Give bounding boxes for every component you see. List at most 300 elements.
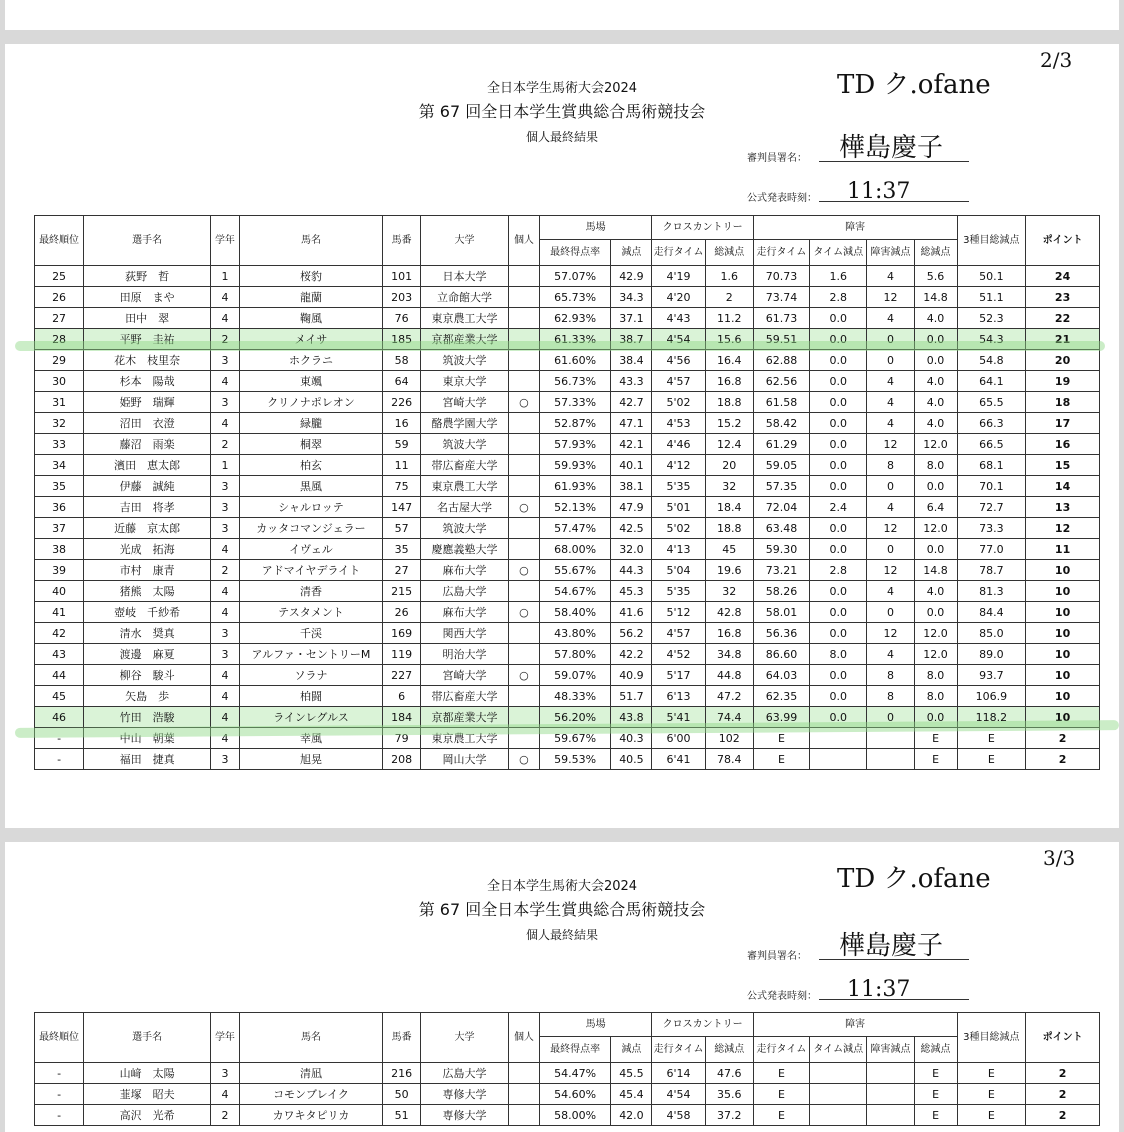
col-year: 学年 — [211, 1013, 240, 1063]
cell-dr-pen: 40.5 — [611, 749, 652, 770]
cell-total: E — [957, 1105, 1026, 1126]
cell-sj-time: E — [753, 1084, 809, 1105]
col-sj-time-penalty: タイム減点 — [810, 240, 867, 266]
cell-sj-tp — [810, 1063, 867, 1084]
cell-indiv — [509, 266, 540, 287]
judge-signature: 樺島慶子 — [839, 931, 944, 961]
cell-rank: 39 — [35, 560, 84, 581]
cell-no: 119 — [383, 644, 421, 665]
cell-rank: 38 — [35, 539, 84, 560]
cell-dr-pct: 61.93% — [539, 476, 611, 497]
cell-sj-tp: 0.0 — [810, 518, 867, 539]
cell-indiv — [509, 581, 540, 602]
cell-dr-pen: 51.7 — [611, 686, 652, 707]
cell-xc-time: 4'57 — [652, 623, 705, 644]
announce-time-line — [747, 179, 977, 204]
col-dressage-score: 最終得点率 — [539, 1037, 611, 1063]
cell-indiv — [509, 518, 540, 539]
col-year: 学年 — [211, 216, 240, 266]
cell-year: 3 — [211, 392, 240, 413]
cell-sj-tot: 5.6 — [914, 266, 957, 287]
cell-no: 11 — [383, 455, 421, 476]
cell-points: 10 — [1026, 623, 1100, 644]
cell-no: 58 — [383, 350, 421, 371]
cell-sj-time: 73.74 — [753, 287, 809, 308]
cell-rider: 壺岐 千紗希 — [84, 602, 211, 623]
cell-sj-time: 62.88 — [753, 350, 809, 371]
cell-sj-f: 12 — [867, 287, 914, 308]
cell-total: 77.0 — [957, 539, 1026, 560]
cell-univ: 宮崎大学 — [421, 392, 509, 413]
cell-univ: 広島大学 — [421, 581, 509, 602]
cell-points: 10 — [1026, 707, 1100, 728]
cell-rank: - — [35, 728, 84, 749]
judge-label: 審判員署名： — [747, 153, 807, 164]
cell-total: 50.1 — [957, 266, 1026, 287]
col-sj-time-penalty: タイム減点 — [810, 1037, 867, 1063]
cell-sj-tp: 0.0 — [810, 581, 867, 602]
cell-dr-pct: 55.67% — [539, 560, 611, 581]
cell-points: 2 — [1026, 728, 1100, 749]
cell-xc-time: 4'57 — [652, 371, 705, 392]
cell-year: 4 — [211, 413, 240, 434]
table-row — [35, 1084, 1100, 1105]
cell-no: 227 — [383, 665, 421, 686]
cell-rider: 矢島 歩 — [84, 686, 211, 707]
cell-dr-pct: 57.80% — [539, 644, 611, 665]
cell-sj-f: 4 — [867, 392, 914, 413]
cell-year: 2 — [211, 560, 240, 581]
cell-sj-tot: 4.0 — [914, 308, 957, 329]
cell-xc-time: 5'41 — [652, 707, 705, 728]
cell-sj-tp: 0.0 — [810, 371, 867, 392]
col-xc-time: 走行タイム — [652, 240, 705, 266]
judge-signature-line — [747, 133, 977, 164]
cell-sj-tp: 0.0 — [810, 707, 867, 728]
cell-horse: 黒風 — [239, 476, 382, 497]
cell-xc-pen: 35.6 — [705, 1084, 753, 1105]
cell-sj-f: 0 — [867, 350, 914, 371]
cell-sj-tp — [810, 749, 867, 770]
results-table-page-3 — [34, 1012, 1100, 1126]
col-total-penalties: 3種目総減点 — [957, 216, 1026, 266]
cell-xc-pen: 42.8 — [705, 602, 753, 623]
cell-sj-time: 61.58 — [753, 392, 809, 413]
col-rider: 選手名 — [84, 216, 211, 266]
results-page-2 — [5, 44, 1119, 828]
cell-dr-pen: 43.3 — [611, 371, 652, 392]
cell-sj-f — [867, 749, 914, 770]
cell-univ: 東京農工大学 — [421, 476, 509, 497]
page-number: 3/3 — [1043, 846, 1076, 870]
announce-time: 11:37 — [847, 179, 911, 204]
cell-dr-pen: 43.8 — [611, 707, 652, 728]
cell-sj-f: 12 — [867, 560, 914, 581]
table-row — [35, 560, 1100, 581]
cell-total: 72.7 — [957, 497, 1026, 518]
cell-dr-pct: 58.40% — [539, 602, 611, 623]
cell-indiv — [509, 686, 540, 707]
cell-total: 54.3 — [957, 329, 1026, 350]
cell-sj-time: 58.42 — [753, 413, 809, 434]
cell-sj-tp: 0.0 — [810, 350, 867, 371]
cell-sj-f — [867, 1063, 914, 1084]
col-group-cross-country: クロスカントリー — [652, 216, 753, 240]
col-sj-time: 走行タイム — [753, 1037, 809, 1063]
cell-no: 147 — [383, 497, 421, 518]
cell-xc-pen: 11.2 — [705, 308, 753, 329]
cell-univ: 慶應義塾大学 — [421, 539, 509, 560]
cell-xc-pen: 16.4 — [705, 350, 753, 371]
cell-year: 4 — [211, 665, 240, 686]
table-row — [35, 518, 1100, 539]
cell-sj-time: 70.73 — [753, 266, 809, 287]
cell-sj-tot: 0.0 — [914, 329, 957, 350]
col-sj-faults: 障害減点 — [867, 240, 914, 266]
header-row — [35, 216, 1100, 240]
cell-rider: 平野 圭祐 — [84, 329, 211, 350]
cell-dr-pen: 44.3 — [611, 560, 652, 581]
cell-sj-tp: 0.0 — [810, 539, 867, 560]
cell-rider: 高沢 光希 — [84, 1105, 211, 1126]
cell-dr-pct: 57.93% — [539, 434, 611, 455]
cell-sj-tot: 4.0 — [914, 371, 957, 392]
competition-title: 第 67 回全日本学生賞典総合馬術競技会 — [418, 900, 706, 919]
cell-horse: 龍蘭 — [239, 287, 382, 308]
cell-dr-pct: 56.73% — [539, 371, 611, 392]
judge-signature-line — [747, 931, 977, 962]
cell-rank: 30 — [35, 371, 84, 392]
cell-rank: - — [35, 1063, 84, 1084]
cell-year: 4 — [211, 581, 240, 602]
cell-dr-pct: 58.00% — [539, 1105, 611, 1126]
cell-xc-pen: 12.4 — [705, 434, 753, 455]
announce-time-line — [747, 977, 977, 1002]
cell-univ: 関西大学 — [421, 623, 509, 644]
table-row — [35, 371, 1100, 392]
col-total-penalties: 3種目総減点 — [957, 1013, 1026, 1063]
cell-xc-pen: 45 — [705, 539, 753, 560]
cell-points: 2 — [1026, 749, 1100, 770]
cell-xc-time: 5'01 — [652, 497, 705, 518]
cell-total: 118.2 — [957, 707, 1026, 728]
cell-no: 216 — [383, 1063, 421, 1084]
table-row — [35, 1063, 1100, 1084]
cell-sj-tp: 0.0 — [810, 413, 867, 434]
cell-dr-pen: 56.2 — [611, 623, 652, 644]
cell-indiv — [509, 1105, 540, 1126]
cell-dr-pct: 62.93% — [539, 308, 611, 329]
cell-horse: カワキタピリカ — [239, 1105, 382, 1126]
col-dressage-score: 最終得点率 — [539, 240, 611, 266]
col-xc-penalty: 総減点 — [705, 240, 753, 266]
cell-horse: シャルロッテ — [239, 497, 382, 518]
cell-xc-time: 5'02 — [652, 518, 705, 539]
cell-xc-time: 4'19 — [652, 266, 705, 287]
cell-points: 10 — [1026, 602, 1100, 623]
cell-sj-tp: 0.0 — [810, 455, 867, 476]
time-label: 公式発表時刻： — [747, 193, 817, 204]
cell-total: 73.3 — [957, 518, 1026, 539]
cell-xc-time: 4'13 — [652, 539, 705, 560]
cell-year: 3 — [211, 644, 240, 665]
cell-points: 2 — [1026, 1105, 1100, 1126]
col-individual: 個人 — [509, 1013, 540, 1063]
table-row — [35, 455, 1100, 476]
cell-sj-time: 56.36 — [753, 623, 809, 644]
cell-sj-tot: 0.0 — [914, 350, 957, 371]
cell-dr-pct: 59.67% — [539, 728, 611, 749]
cell-xc-time: 6'41 — [652, 749, 705, 770]
cell-sj-tot: E — [914, 1063, 957, 1084]
cell-sj-f — [867, 1105, 914, 1126]
cell-sj-f: 8 — [867, 686, 914, 707]
cell-rank: 35 — [35, 476, 84, 497]
page-number: 2/3 — [1040, 48, 1073, 72]
cell-rank: 42 — [35, 623, 84, 644]
cell-univ: 帯広畜産大学 — [421, 455, 509, 476]
cell-points: 18 — [1026, 392, 1100, 413]
cell-sj-tot: E — [914, 728, 957, 749]
cell-rider: 荻野 哲 — [84, 266, 211, 287]
cell-total: 84.4 — [957, 602, 1026, 623]
cell-points: 16 — [1026, 434, 1100, 455]
cell-xc-time: 4'53 — [652, 413, 705, 434]
cell-univ: 立命館大学 — [421, 287, 509, 308]
competition-title: 第 67 回全日本学生賞典総合馬術競技会 — [418, 102, 706, 121]
results-page-3 — [5, 842, 1119, 1132]
cell-sj-tot: 8.0 — [914, 455, 957, 476]
col-rank: 最終順位 — [35, 1013, 84, 1063]
cell-horse: 幸風 — [239, 728, 382, 749]
cell-no: 57 — [383, 518, 421, 539]
cell-sj-f: 4 — [867, 497, 914, 518]
cell-dr-pct: 57.07% — [539, 266, 611, 287]
cell-rank: 26 — [35, 287, 84, 308]
cell-total: 54.8 — [957, 350, 1026, 371]
cell-indiv — [509, 644, 540, 665]
cell-dr-pct: 54.60% — [539, 1084, 611, 1105]
cell-xc-time: 5'35 — [652, 476, 705, 497]
cell-sj-f: 4 — [867, 581, 914, 602]
cell-rider: 田中 翠 — [84, 308, 211, 329]
cell-total: 66.5 — [957, 434, 1026, 455]
cell-year: 4 — [211, 1084, 240, 1105]
table-row — [35, 392, 1100, 413]
cell-total: E — [957, 1084, 1026, 1105]
cell-no: 203 — [383, 287, 421, 308]
cell-dr-pen: 45.4 — [611, 1084, 652, 1105]
cell-horse: 桐翠 — [239, 434, 382, 455]
cell-rider: 市村 康青 — [84, 560, 211, 581]
col-sj-total: 総減点 — [914, 1037, 957, 1063]
cell-dr-pen: 40.3 — [611, 728, 652, 749]
col-group-dressage: 馬場 — [539, 1013, 652, 1037]
cell-no: 169 — [383, 623, 421, 644]
cell-rider: 田原 まや — [84, 287, 211, 308]
col-sj-time: 走行タイム — [753, 240, 809, 266]
cell-year: 3 — [211, 497, 240, 518]
results-subtitle: 個人最終結果 — [525, 928, 598, 942]
cell-points: 10 — [1026, 686, 1100, 707]
cell-sj-tot: 8.0 — [914, 665, 957, 686]
cell-dr-pen: 40.9 — [611, 665, 652, 686]
cell-horse: 鞠風 — [239, 308, 382, 329]
cell-dr-pct: 59.93% — [539, 455, 611, 476]
cell-sj-time: E — [753, 1063, 809, 1084]
cell-rank: 34 — [35, 455, 84, 476]
cell-indiv — [509, 539, 540, 560]
cell-sj-f: 12 — [867, 434, 914, 455]
cell-xc-pen: 34.8 — [705, 644, 753, 665]
col-dressage-penalty: 減点 — [611, 1037, 652, 1063]
cell-dr-pen: 42.0 — [611, 1105, 652, 1126]
cell-rank: - — [35, 749, 84, 770]
cell-dr-pen: 42.9 — [611, 266, 652, 287]
judge-signature: 樺島慶子 — [839, 133, 944, 163]
table-row — [35, 413, 1100, 434]
cell-indiv — [509, 350, 540, 371]
cell-indiv — [509, 287, 540, 308]
cell-sj-time: 59.30 — [753, 539, 809, 560]
time-label: 公式発表時刻： — [747, 991, 817, 1002]
cell-rank: 27 — [35, 308, 84, 329]
cell-sj-tp: 0.0 — [810, 392, 867, 413]
cell-rider: 姫野 瑞輝 — [84, 392, 211, 413]
cell-univ: 専修大学 — [421, 1084, 509, 1105]
cell-indiv — [509, 371, 540, 392]
cell-dr-pen: 42.1 — [611, 434, 652, 455]
cell-sj-f: 0 — [867, 539, 914, 560]
cell-sj-f: 0 — [867, 602, 914, 623]
cell-points: 23 — [1026, 287, 1100, 308]
cell-horse: テスタメント — [239, 602, 382, 623]
col-group-jumping: 障害 — [753, 216, 957, 240]
cell-sj-time: 63.48 — [753, 518, 809, 539]
cell-points: 21 — [1026, 329, 1100, 350]
cell-year: 1 — [211, 455, 240, 476]
table-row — [35, 623, 1100, 644]
cell-sj-tot: 4.0 — [914, 581, 957, 602]
cell-no: 51 — [383, 1105, 421, 1126]
cell-points: 17 — [1026, 413, 1100, 434]
cell-rider: 吉田 将孝 — [84, 497, 211, 518]
cell-sj-tp: 8.0 — [810, 644, 867, 665]
cell-no: 64 — [383, 371, 421, 392]
cell-xc-pen: 18.4 — [705, 497, 753, 518]
cell-rank: 28 — [35, 329, 84, 350]
table-row — [35, 644, 1100, 665]
cell-points: 15 — [1026, 455, 1100, 476]
cell-horse: カッタコマンジェラー — [239, 518, 382, 539]
col-rider: 選手名 — [84, 1013, 211, 1063]
cell-points: 12 — [1026, 518, 1100, 539]
cell-xc-time: 4'46 — [652, 434, 705, 455]
cell-univ: 東京大学 — [421, 371, 509, 392]
cell-dr-pen: 32.0 — [611, 539, 652, 560]
cell-rank: - — [35, 1105, 84, 1126]
cell-xc-pen: 102 — [705, 728, 753, 749]
cell-sj-tot: 8.0 — [914, 686, 957, 707]
col-xc-penalty: 総減点 — [705, 1037, 753, 1063]
cell-points: 22 — [1026, 308, 1100, 329]
cell-indiv — [509, 308, 540, 329]
cell-xc-pen: 37.2 — [705, 1105, 753, 1126]
col-number: 馬番 — [383, 216, 421, 266]
cell-indiv: ○ — [509, 392, 540, 413]
cell-sj-tp — [810, 1105, 867, 1126]
cell-sj-tot: E — [914, 749, 957, 770]
cell-xc-time: 5'12 — [652, 602, 705, 623]
cell-univ: 専修大学 — [421, 1105, 509, 1126]
cell-sj-tot: 0.0 — [914, 539, 957, 560]
cell-no: 79 — [383, 728, 421, 749]
cell-points: 2 — [1026, 1084, 1100, 1105]
cell-sj-time: 86.60 — [753, 644, 809, 665]
cell-sj-tp: 0.0 — [810, 434, 867, 455]
cell-total: 93.7 — [957, 665, 1026, 686]
cell-sj-f: 4 — [867, 266, 914, 287]
cell-rider: 柳谷 駿斗 — [84, 665, 211, 686]
cell-rank: 31 — [35, 392, 84, 413]
cell-dr-pen: 34.3 — [611, 287, 652, 308]
cell-sj-f: 0 — [867, 707, 914, 728]
cell-rider: 清水 奨真 — [84, 623, 211, 644]
cell-indiv — [509, 1084, 540, 1105]
table-row — [35, 581, 1100, 602]
col-number: 馬番 — [383, 1013, 421, 1063]
cell-xc-pen: 47.2 — [705, 686, 753, 707]
cell-rider: 中山 朝葉 — [84, 728, 211, 749]
cell-sj-time: E — [753, 749, 809, 770]
cell-sj-time: 62.56 — [753, 371, 809, 392]
cell-sj-tot: 12.0 — [914, 518, 957, 539]
cell-no: 101 — [383, 266, 421, 287]
cell-sj-time: 59.51 — [753, 329, 809, 350]
cell-sj-time: 73.21 — [753, 560, 809, 581]
cell-xc-time: 5'02 — [652, 392, 705, 413]
cell-xc-time: 6'14 — [652, 1063, 705, 1084]
cell-xc-pen: 1.6 — [705, 266, 753, 287]
cell-year: 4 — [211, 686, 240, 707]
cell-xc-time: 5'17 — [652, 665, 705, 686]
cell-sj-time: 58.26 — [753, 581, 809, 602]
cell-no: 59 — [383, 434, 421, 455]
cell-rank: - — [35, 1084, 84, 1105]
cell-points: 10 — [1026, 560, 1100, 581]
cell-sj-tot: 0.0 — [914, 707, 957, 728]
cell-rider: 花木 枝里奈 — [84, 350, 211, 371]
cell-sj-tot: E — [914, 1084, 957, 1105]
cell-horse: 東颯 — [239, 371, 382, 392]
col-university: 大学 — [421, 1013, 509, 1063]
cell-horse: 柏闘 — [239, 686, 382, 707]
previous-page-edge — [5, 0, 1119, 30]
cell-total: E — [957, 728, 1026, 749]
table-row — [35, 287, 1100, 308]
cell-xc-pen: 16.8 — [705, 371, 753, 392]
cell-dr-pen: 38.7 — [611, 329, 652, 350]
cell-rider: 杉本 陽哉 — [84, 371, 211, 392]
cell-no: 185 — [383, 329, 421, 350]
cell-horse: ホクラニ — [239, 350, 382, 371]
cell-sj-tp: 0.0 — [810, 476, 867, 497]
cell-sj-tp — [810, 1084, 867, 1105]
cell-xc-time: 4'54 — [652, 1084, 705, 1105]
cell-total: 70.1 — [957, 476, 1026, 497]
cell-dr-pen: 42.7 — [611, 392, 652, 413]
cell-sj-time: 64.03 — [753, 665, 809, 686]
